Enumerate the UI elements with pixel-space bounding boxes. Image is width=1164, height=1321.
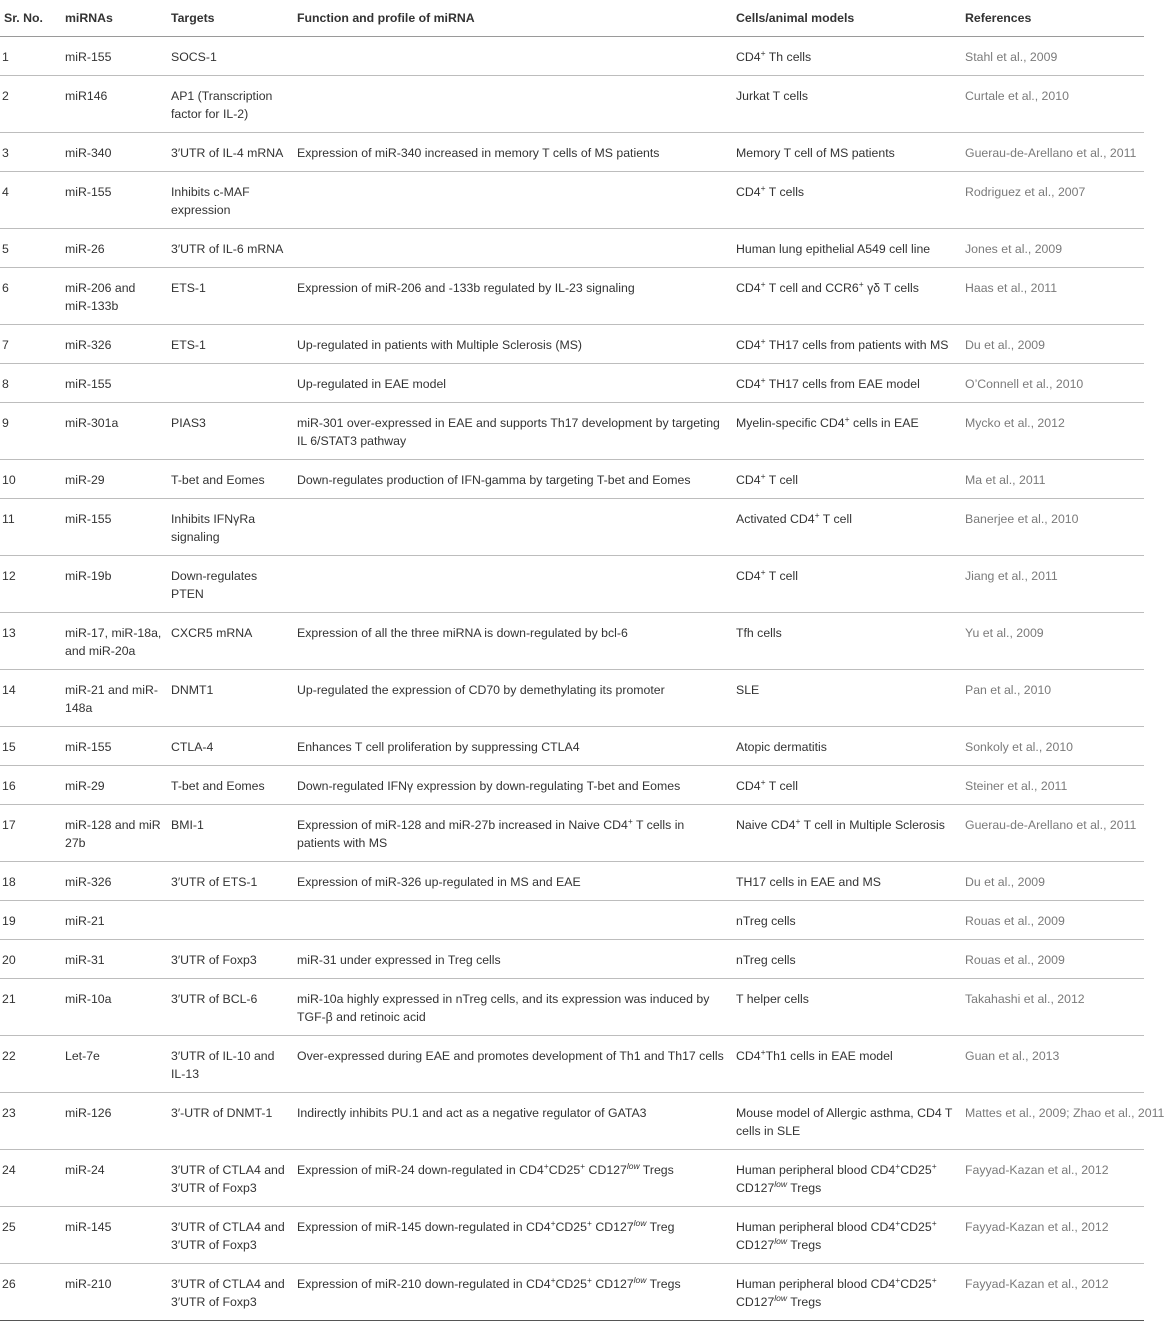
cell-function: Up-regulated in patients with Multiple Sclerosis (MS) [293, 325, 732, 364]
cell-target: CTLA-4 [167, 727, 293, 766]
cell-sr-no: 13 [0, 613, 61, 670]
cell-function: Expression of miR-128 and miR-27b increased in Naive CD4+ T cells in patients with MS [293, 805, 732, 862]
cell-function: Expression of all the three miRNA is down-regulated by bcl-6 [293, 613, 732, 670]
cell-function: miR-301 over-expressed in EAE and supports Th17 development by targeting IL 6/STAT3 pathway [293, 403, 732, 460]
cell-mirna: miR-26 [61, 229, 167, 268]
cell-mirna: miR-24 [61, 1150, 167, 1207]
cell-sr-no: 25 [0, 1207, 61, 1264]
table-row [0, 37, 1144, 76]
cell-target: Down-regulates PTEN [167, 556, 293, 613]
header-function: Function and profile of miRNA [293, 0, 732, 37]
cell-target: 3′UTR of CTLA4 and 3′UTR of Foxp3 [167, 1207, 293, 1264]
table-row [0, 862, 1144, 901]
cell-sr-no: 3 [0, 133, 61, 172]
table-row [0, 1207, 1144, 1264]
cell-mirna: miR-17, miR-18a, and miR-20a [61, 613, 167, 670]
table-row [0, 364, 1144, 403]
cell-cells-model: nTreg cells [732, 940, 961, 979]
cell-mirna: miR-126 [61, 1093, 167, 1150]
cell-mirna: miR-326 [61, 862, 167, 901]
cell-function: miR-31 under expressed in Treg cells [293, 940, 732, 979]
table-row [0, 670, 1144, 727]
header-mirnas: miRNAs [61, 0, 167, 37]
cell-target: 3′UTR of IL-6 mRNA [167, 229, 293, 268]
table-row [0, 229, 1144, 268]
cell-reference: Ma et al., 2011 [961, 460, 1144, 499]
table-row [0, 1036, 1144, 1093]
cell-reference: O’Connell et al., 2010 [961, 364, 1144, 403]
cell-reference: Guerau-de-Arellano et al., 2011 [961, 805, 1144, 862]
cell-mirna: miR-128 and miR 27b [61, 805, 167, 862]
cell-target: PIAS3 [167, 403, 293, 460]
cell-function: Down-regulated IFNγ expression by down-regulating T-bet and Eomes [293, 766, 732, 805]
cell-reference: Haas et al., 2011 [961, 268, 1144, 325]
table-row [0, 133, 1144, 172]
cell-sr-no: 6 [0, 268, 61, 325]
table-row [0, 1264, 1144, 1321]
cell-cells-model: Jurkat T cells [732, 76, 961, 133]
cell-reference: Rouas et al., 2009 [961, 940, 1144, 979]
cell-cells-model: Human peripheral blood CD4+CD25+ $CD127^{low}$ Tregs [732, 1264, 961, 1321]
table-row [0, 556, 1144, 613]
cell-cells-model: CD4+ T cell [732, 766, 961, 805]
table-row [0, 940, 1144, 979]
cell-cells-model: CD4+ T cell [732, 460, 961, 499]
cell-target: 3′UTR of BCL-6 [167, 979, 293, 1036]
cell-reference: Sonkoly et al., 2010 [961, 727, 1144, 766]
cell-function: Expression of miR-24 down-regulated in CD4+CD25+ $CD127^{low}$ Tregs [293, 1150, 732, 1207]
cell-sr-no: 2 [0, 76, 61, 133]
cell-target [167, 901, 293, 940]
cell-mirna: miR-21 and miR-148a [61, 670, 167, 727]
cell-reference: Jones et al., 2009 [961, 229, 1144, 268]
cell-function: Indirectly inhibits PU.1 and act as a negative regulator of GATA3 [293, 1093, 732, 1150]
header-row [0, 0, 1144, 37]
cell-function: miR-10a highly expressed in nTreg cells, and its expression was induced by TGF-β and retinoic acid [293, 979, 732, 1036]
cell-sr-no: 5 [0, 229, 61, 268]
cell-function: Expression of miR-145 down-regulated in CD4+CD25+ $CD127^{low}$ Treg [293, 1207, 732, 1264]
cell-reference: Rouas et al., 2009 [961, 901, 1144, 940]
cell-mirna: miR-31 [61, 940, 167, 979]
table-body [0, 37, 1164, 1321]
header-targets: Targets [167, 0, 293, 37]
cell-function: Expression of miR-206 and -133b regulated by IL-23 signaling [293, 268, 732, 325]
table-row [0, 727, 1144, 766]
cell-mirna: miR-10a [61, 979, 167, 1036]
table-row [0, 403, 1144, 460]
cell-sr-no: 22 [0, 1036, 61, 1093]
cell-function [293, 901, 732, 940]
cell-mirna: miR-326 [61, 325, 167, 364]
cell-cells-model: Memory T cell of MS patients [732, 133, 961, 172]
cell-cells-model: CD4+Th1 cells in EAE model [732, 1036, 961, 1093]
cell-target: 3′UTR of CTLA4 and 3′UTR of Foxp3 [167, 1150, 293, 1207]
cell-cells-model: Mouse model of Allergic asthma, CD4 T cells in SLE [732, 1093, 961, 1150]
cell-mirna: Let-7e [61, 1036, 167, 1093]
cell-cells-model: TH17 cells in EAE and MS [732, 862, 961, 901]
cell-function [293, 172, 732, 229]
cell-reference: Banerjee et al., 2010 [961, 499, 1144, 556]
cell-sr-no: 11 [0, 499, 61, 556]
cell-sr-no: 4 [0, 172, 61, 229]
cell-sr-no: 19 [0, 901, 61, 940]
cell-sr-no: 9 [0, 403, 61, 460]
cell-reference: Yu et al., 2009 [961, 613, 1144, 670]
cell-target: AP1 (Transcription factor for IL-2) [167, 76, 293, 133]
cell-reference: Stahl et al., 2009 [961, 37, 1144, 76]
cell-sr-no: 16 [0, 766, 61, 805]
cell-cells-model: Naive CD4+ T cell in Multiple Sclerosis [732, 805, 961, 862]
cell-target: Inhibits IFNγRa signaling [167, 499, 293, 556]
cell-mirna: miR-145 [61, 1207, 167, 1264]
cell-reference: Fayyad-Kazan et al., 2012 [961, 1150, 1144, 1207]
cell-sr-no: 18 [0, 862, 61, 901]
cell-reference: Guan et al., 2013 [961, 1036, 1144, 1093]
cell-mirna: miR-301a [61, 403, 167, 460]
cell-cells-model: SLE [732, 670, 961, 727]
cell-reference: Mattes et al., 2009; Zhao et al., 2011 [961, 1093, 1144, 1150]
table-row [0, 901, 1144, 940]
cell-mirna: miR-155 [61, 172, 167, 229]
cell-reference: Fayyad-Kazan et al., 2012 [961, 1264, 1144, 1321]
cell-mirna: miR-340 [61, 133, 167, 172]
cell-sr-no: 1 [0, 37, 61, 76]
table-row [0, 979, 1144, 1036]
header-cells: Cells/animal models [732, 0, 961, 37]
cell-sr-no: 23 [0, 1093, 61, 1150]
cell-cells-model: Human lung epithelial A549 cell line [732, 229, 961, 268]
cell-reference: Takahashi et al., 2012 [961, 979, 1144, 1036]
cell-cells-model: CD4+ TH17 cells from patients with MS [732, 325, 961, 364]
cell-reference: Fayyad-Kazan et al., 2012 [961, 1207, 1144, 1264]
cell-mirna: miR-155 [61, 364, 167, 403]
cell-mirna: miR-19b [61, 556, 167, 613]
cell-cells-model: Activated CD4+ T cell [732, 499, 961, 556]
header-sr-no: Sr. No. [0, 0, 61, 37]
cell-sr-no: 14 [0, 670, 61, 727]
cell-function [293, 556, 732, 613]
cell-cells-model: T helper cells [732, 979, 961, 1036]
cell-function [293, 76, 732, 133]
cell-target: 3′UTR of IL-4 mRNA [167, 133, 293, 172]
cell-mirna: miR-29 [61, 766, 167, 805]
cell-target: Inhibits c-MAF expression [167, 172, 293, 229]
table-row [0, 460, 1144, 499]
cell-sr-no: 26 [0, 1264, 61, 1321]
cell-function [293, 37, 732, 76]
cell-target: ETS-1 [167, 268, 293, 325]
table-row [0, 1093, 1144, 1150]
cell-function: Over-expressed during EAE and promotes development of Th1 and Th17 cells [293, 1036, 732, 1093]
table-row [0, 325, 1144, 364]
cell-function: Up-regulated in EAE model [293, 364, 732, 403]
table-row [0, 172, 1144, 229]
cell-cells-model: Tfh cells [732, 613, 961, 670]
header-references: References [961, 0, 1144, 37]
cell-target: 3′-UTR of DNMT-1 [167, 1093, 293, 1150]
table-row [0, 613, 1144, 670]
table-row [0, 76, 1144, 133]
table-row [0, 766, 1144, 805]
cell-reference: Mycko et al., 2012 [961, 403, 1144, 460]
cell-target: 3′UTR of Foxp3 [167, 940, 293, 979]
cell-cells-model: Human peripheral blood CD4+CD25+ $CD127^{low}$ Tregs [732, 1207, 961, 1264]
cell-sr-no: 20 [0, 940, 61, 979]
cell-target: 3′UTR of CTLA4 and 3′UTR of Foxp3 [167, 1264, 293, 1321]
table-row [0, 805, 1144, 862]
cell-mirna: miR-206 and miR-133b [61, 268, 167, 325]
cell-mirna: miR-155 [61, 37, 167, 76]
cell-target: BMI-1 [167, 805, 293, 862]
cell-sr-no: 17 [0, 805, 61, 862]
cell-sr-no: 21 [0, 979, 61, 1036]
cell-cells-model: nTreg cells [732, 901, 961, 940]
cell-mirna: miR-155 [61, 727, 167, 766]
table-header [0, 0, 1144, 37]
cell-target: ETS-1 [167, 325, 293, 364]
cell-cells-model: Human peripheral blood CD4+CD25+ $CD127^{low}$ Tregs [732, 1150, 961, 1207]
cell-function: Expression of miR-326 up-regulated in MS and EAE [293, 862, 732, 901]
table-row [0, 499, 1144, 556]
cell-mirna: miR-21 [61, 901, 167, 940]
cell-target: CXCR5 mRNA [167, 613, 293, 670]
cell-reference: Jiang et al., 2011 [961, 556, 1144, 613]
cell-target: 3′UTR of IL-10 and IL-13 [167, 1036, 293, 1093]
cell-sr-no: 24 [0, 1150, 61, 1207]
cell-function: Expression of miR-340 increased in memory T cells of MS patients [293, 133, 732, 172]
cell-cells-model: CD4+ T cell and CCR6+ γδ T cells [732, 268, 961, 325]
cell-sr-no: 12 [0, 556, 61, 613]
cell-target: DNMT1 [167, 670, 293, 727]
cell-function: Enhances T cell proliferation by suppressing CTLA4 [293, 727, 732, 766]
cell-function [293, 499, 732, 556]
cell-target: SOCS-1 [167, 37, 293, 76]
cell-reference: Du et al., 2009 [961, 862, 1144, 901]
cell-target: T-bet and Eomes [167, 766, 293, 805]
cell-sr-no: 10 [0, 460, 61, 499]
cell-reference: Rodriguez et al., 2007 [961, 172, 1144, 229]
cell-sr-no: 7 [0, 325, 61, 364]
cell-mirna: miR146 [61, 76, 167, 133]
cell-cells-model: CD4+ Th cells [732, 37, 961, 76]
cell-mirna: miR-155 [61, 499, 167, 556]
cell-sr-no: 15 [0, 727, 61, 766]
table-row [0, 268, 1144, 325]
cell-function [293, 229, 732, 268]
cell-reference: Steiner et al., 2011 [961, 766, 1144, 805]
cell-mirna: miR-210 [61, 1264, 167, 1321]
cell-function: Down-regulates production of IFN-gamma by targeting T-bet and Eomes [293, 460, 732, 499]
cell-sr-no: 8 [0, 364, 61, 403]
cell-reference: Pan et al., 2010 [961, 670, 1144, 727]
cell-target [167, 364, 293, 403]
cell-cells-model: CD4+ T cell [732, 556, 961, 613]
cell-cells-model: Atopic dermatitis [732, 727, 961, 766]
cell-target: T-bet and Eomes [167, 460, 293, 499]
cell-function: Up-regulated the expression of CD70 by demethylating its promoter [293, 670, 732, 727]
cell-function: Expression of miR-210 down-regulated in CD4+CD25+ $CD127^{low}$ Tregs [293, 1264, 732, 1321]
cell-reference: Du et al., 2009 [961, 325, 1144, 364]
cell-reference: Guerau-de-Arellano et al., 2011 [961, 133, 1144, 172]
cell-target: 3′UTR of ETS-1 [167, 862, 293, 901]
cell-cells-model: Myelin-specific CD4+ cells in EAE [732, 403, 961, 460]
cell-cells-model: CD4+ TH17 cells from EAE model [732, 364, 961, 403]
cell-mirna: miR-29 [61, 460, 167, 499]
table-row [0, 1150, 1144, 1207]
cell-cells-model: CD4+ T cells [732, 172, 961, 229]
cell-reference: Curtale et al., 2010 [961, 76, 1144, 133]
